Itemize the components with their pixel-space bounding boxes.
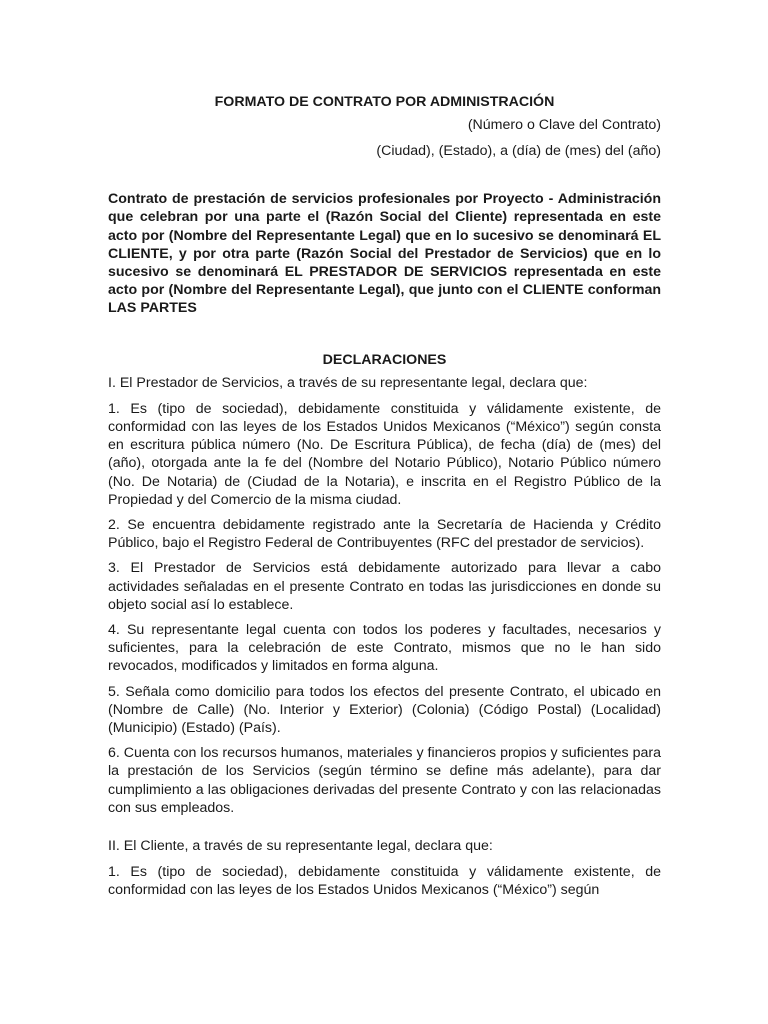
section-one-item: 1. Es (tipo de sociedad), debidamente constituida y válidamente existente, de conformidad con las leyes de los Estados Unidos Mexicanos (“México”) según consta en escritura pública número (No. De Escritura Pública), de fecha (día) de (mes) del (año), otorgada ante la fe del (Nombre del Notario Público), Notario Público número (No. De Notaria) de (Ciudad de la Notaria), e inscrita en el Registro Público de la Propiedad y del Comercio de la misma ciudad.	[108, 400, 661, 508]
section-one-item: 2. Se encuentra debidamente registrado ante la Secretaría de Hacienda y Crédito Público, bajo el Registro Federal de Contribuyentes (RFC del prestador de servicios).	[108, 517, 661, 552]
section-two-item: 1. Es (tipo de sociedad), debidamente constituida y válidamente existente, de conformidad con las leyes de los Estados Unidos Mexicanos (“México”) según	[108, 863, 661, 898]
section-one-item: 3. El Prestador de Servicios está debidamente autorizado para llevar a cabo actividades señaladas en el presente Contrato en todas las jurisdicciones en donde su objeto social así lo establece.	[108, 560, 661, 613]
section-two-lead: II. El Cliente, a través de su representante legal, declara que:	[108, 838, 493, 855]
section-one-item: 4. Su representante legal cuenta con todos los poderes y facultades, necesarios y suficientes, para la celebración de este Contrato, mismos que no le han sido revocados, modificados y limitados en forma alguna.	[108, 622, 661, 675]
declarations-heading: DECLARACIONES	[322, 351, 447, 368]
section-one-item: 6. Cuenta con los recursos humanos, materiales y financieros propios y suficientes para la prestación de los Servicios (según término se define más adelante), para dar cumplimiento a las obligaciones derivadas del presente Contrato y con las relacionadas con sus empleados.	[108, 745, 661, 816]
place-date-line: (Ciudad), (Estado), a (día) de (mes) del (año)	[376, 142, 661, 159]
contract-number-line: (Número o Clave del Contrato)	[467, 117, 661, 133]
section-one-lead: I. El Prestador de Servicios, a través de su representante legal, declara que:	[108, 375, 588, 392]
section-one-item: 5. Señala como domicilio para todos los efectos del presente Contrato, el ubicado en (Nombre de Calle) (No. Interior y Exterior) (Colonia) (Código Postal) (Localidad) (Municipio) (Estado) (País).	[108, 683, 661, 737]
document-title: FORMATO DE CONTRATO POR ADMINISTRACIÓN	[214, 94, 555, 110]
contract-intro-paragraph: Contrato de prestación de servicios profesionales por Proyecto - Administración que celebran por una parte el (Razón Social del Cliente) representada en este acto por (Nombre del Representante Legal) que en lo sucesivo se denominará EL CLIENTE, y por otra parte (Razón Social del Prestador de Servicios) que en lo sucesivo se denominará EL PRESTADOR DE SERVICIOS representada en este acto por (Nombre del Representante Legal), que junto con el CLIENTE conforman LAS PARTES	[108, 191, 661, 317]
